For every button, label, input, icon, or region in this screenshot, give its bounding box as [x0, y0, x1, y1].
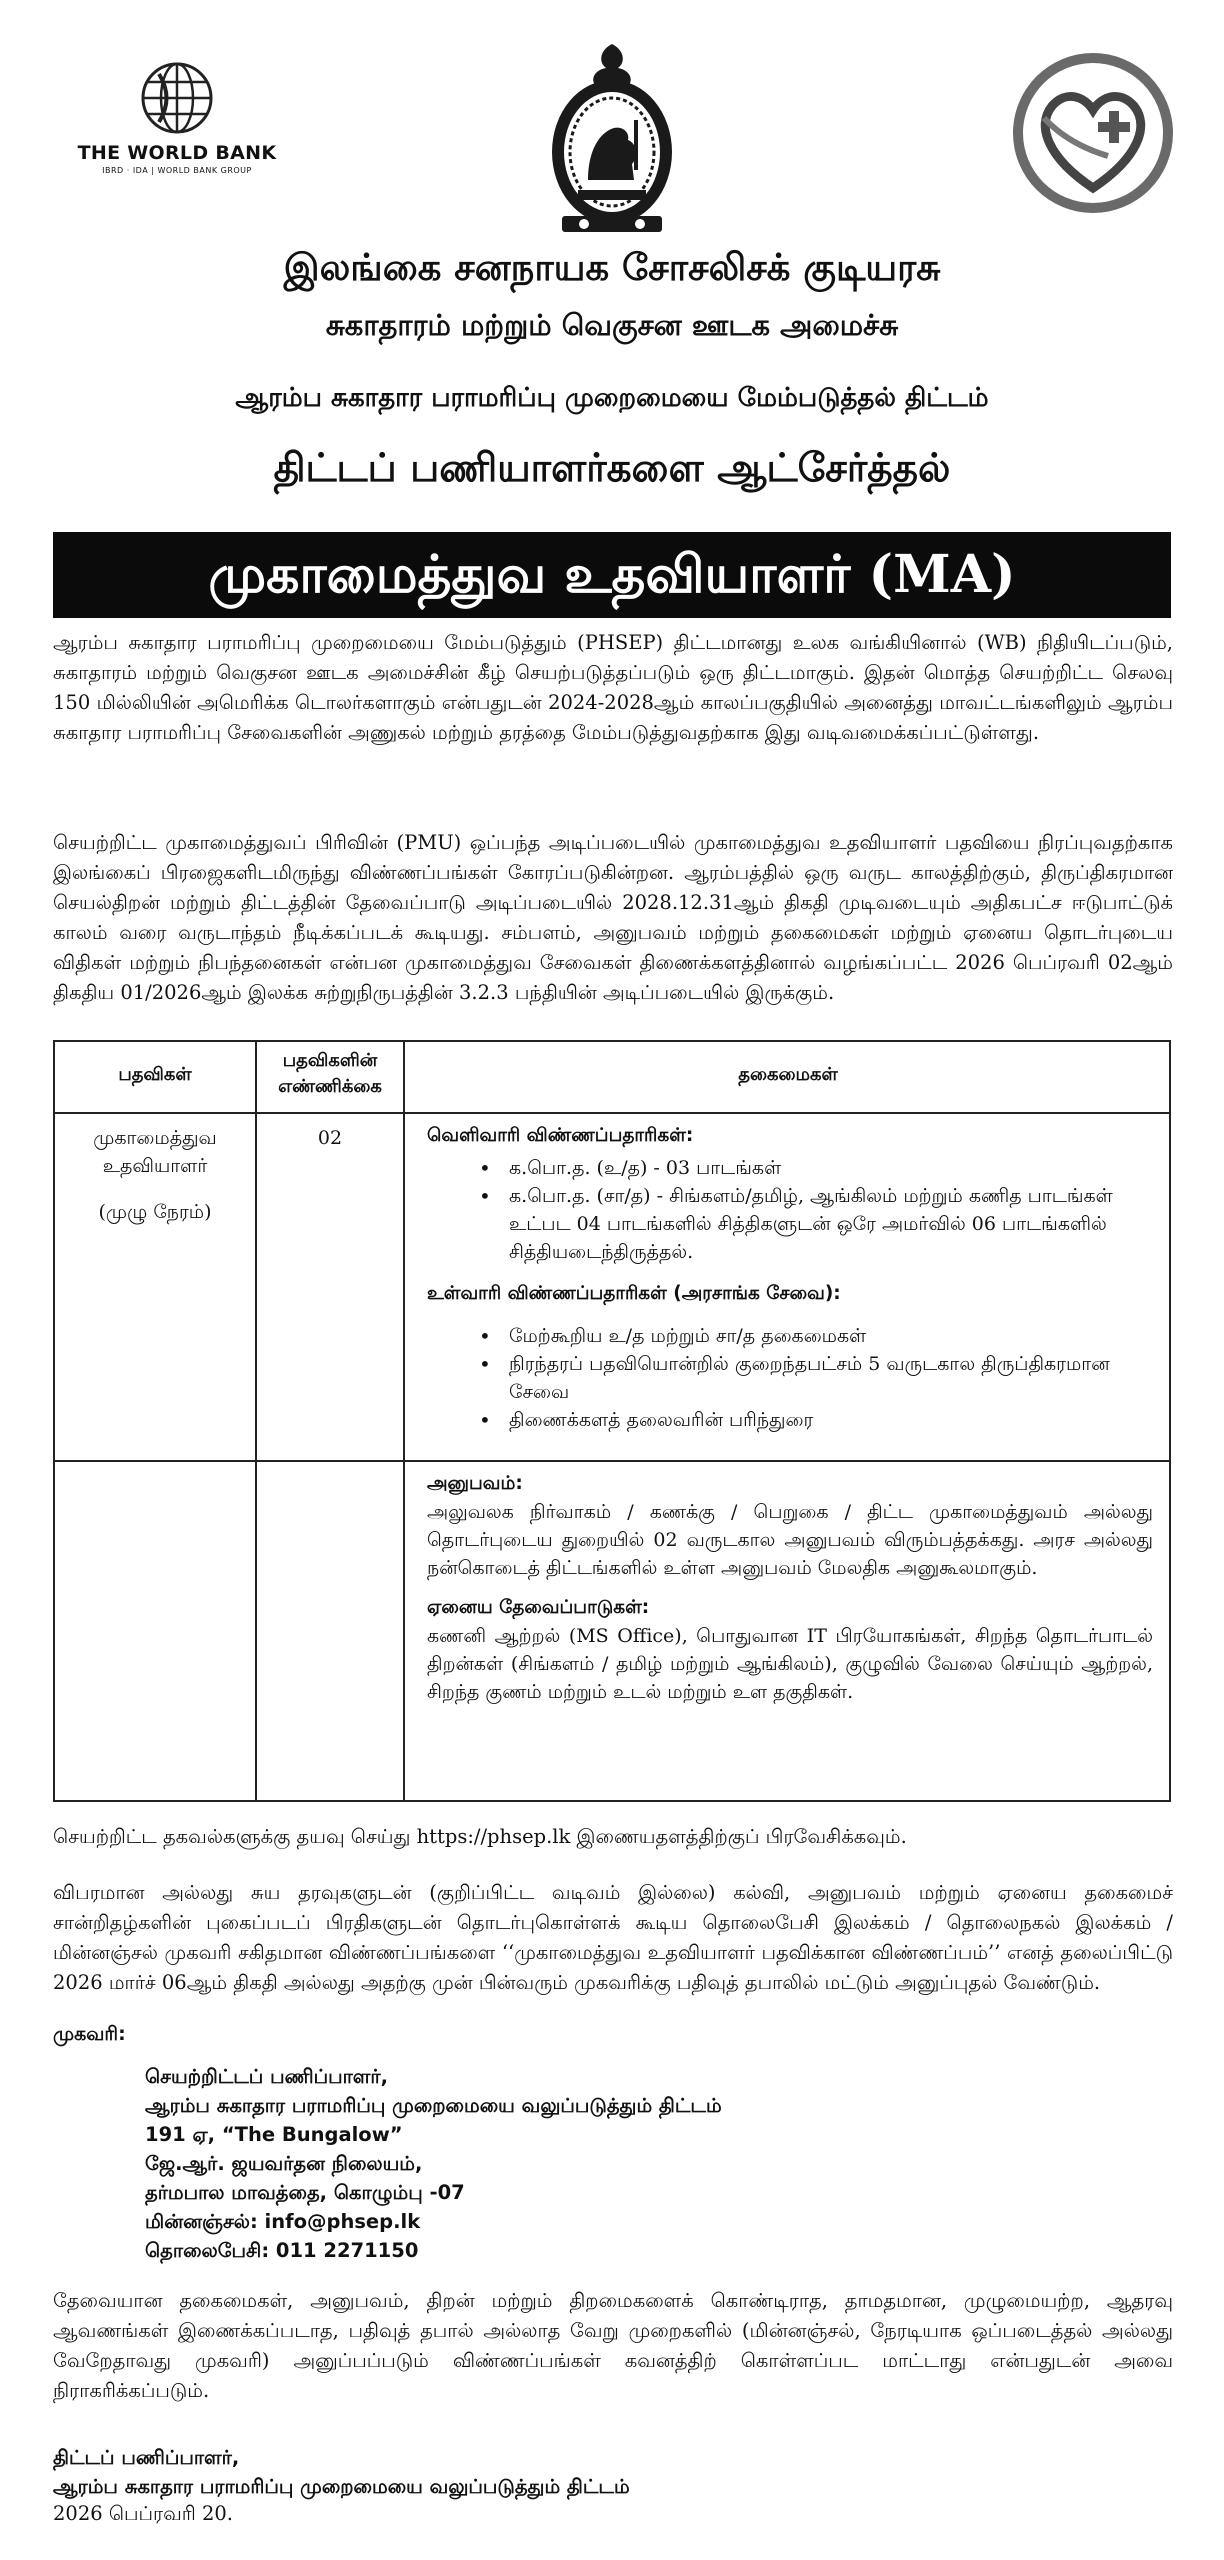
info-line: செயற்றிட்ட தகவல்களுக்கு தயவு செய்து https://phsep.lk இணையதளத்திற்குப் பிரவேசிக்கவும். [53, 1825, 907, 1848]
table-divider [403, 1042, 405, 1800]
external-heading: வெளிவாரி விண்ணப்பதாரிகள்: [427, 1125, 694, 1146]
sri-lanka-emblem-icon [542, 40, 682, 240]
address-line: மின்னஞ்சல்: info@phsep.lk [145, 2210, 421, 2233]
post-name [55, 1124, 255, 1226]
table-divider [55, 1112, 1169, 1114]
post-type: (முழு நேரம்) [98, 1201, 212, 1223]
post-name-line-1: முகாமைத்துவ [93, 1127, 217, 1149]
world-bank-logo [62, 60, 292, 180]
vacancy-table [53, 1040, 1171, 1802]
experience-cell [427, 1470, 1153, 1706]
intro-paragraph-1: ஆரம்ப சுகாதார பராமரிப்பு முறைமையை மேம்படுத்தும் (PHSEP) திட்டமானது உலக வங்கியினால் (WB) நிதியிடப்படும், சுகாதாரம் மற்றும் வெகுசன ஊடக அமைச்சின் கீழ் செயற்படுத்தப்படும் ஒரு திட்டமாகும். இதன் மொத்த செயற்றிட்ட செலவு 150 மில்லியின் அமெரிக்க டொலர்களாகும் என்பதுடன் 2024-2028ஆம் காலப்பகுதியில் அனைத்து மாவட்டங்களிலும் ஆரம்ப சுகாதார பராமரிப்பு சேவைகளின் அணுகல் மற்றும் தரத்தை மேம்படுத்துவதற்காக இது வடிவமைக்கப்பட்டுள்ளது. [53, 631, 1173, 744]
list-item: • மேற்கூறிய உ/த மற்றும் சா/த தகைமைகள் [427, 1322, 1147, 1350]
address-line: தர்மபால மாவத்தை, கொழும்பு -07 [145, 2181, 465, 2204]
rejection-paragraph: தேவையான தகைமைகள், அனுபவம், திறன் மற்றும் திறமைகளைக் கொண்டிராத, தாமதமான, முழுமையற்ற, ஆதரவு ஆவணங்கள் இணைக்கப்படாத, பதிவுத் தபால் அல்லாத வேறு முறைகளில் (மின்னஞ்சல், நேரடியாக ஒப்படைத்தல் அல்லது வேறேதாவது முகவரி) அனுப்பப்படும் விண்ணப்பங்கள் கவனத்திற் கொள்ளப்பட மாட்டாது என்பதுடன் அவை நிராகரிக்கப்படும். [53, 2289, 1173, 2402]
qualifications-cell [427, 1122, 1147, 1440]
address-line: 191 ஏ, “The Bungalow” [145, 2123, 403, 2146]
application-paragraph: விபரமான அல்லது சுய தரவுகளுடன் (குறிப்பிட்ட வடிவம் இல்லை) கல்வி, அனுபவம் மற்றும் ஏனைய தகைமைச் சான்றிதழ்களின் புகைப்படப் பிரதிகளுடன் தொடர்புகொள்ளக் கூடிய தொலைபேசி இலக்கம் / தொலைநகல் இலக்கம் / மின்னஞ்சல் முகவரி சகிதமான விண்ணப்பங்களை ‘‘முகாமைத்துவ உதவியாளர் பதவிக்கான விண்ணப்பம்’’ எனத் தலைப்பிட்டு 2026 மார்ச் 06ஆம் திகதி அல்லது அதற்கு முன் பின்வரும் முகவரிக்கு பதிவுத் தபாலில் மட்டும் அனுப்புதல் வேண்டும். [53, 1881, 1173, 1994]
phsep-logo [1008, 48, 1178, 218]
intro-paragraph-2: செயற்றிட்ட முகாமைத்துவப் பிரிவின் (PMU) ஒப்பந்த அடிப்படையில் முகாமைத்துவ உதவியாளர் பதவியை நிரப்புவதற்காக இலங்கைப் பிரஜைகளிடமிருந்து விண்ணப்பங்கள் கோரப்படுகின்றன. ஆரம்பத்தில் ஒரு வருட காலத்திற்கும், திருப்திகரமான செயல்திறன் மற்றும் திட்டத்தின் தேவைப்பாடு அடிப்படையில் 2028.12.31ஆம் திகதி முடிவடையும் அதிகபட்ச ஈடுபாட்டுக் காலம் வரை வருடாந்தம் நீடிக்கப்படக் கூடியது. சம்பளம், அனுபவம் மற்றும் தகைமைகள் மற்றும் ஏனைய தொடர்புடைய விதிகள் மற்றும் நிபந்தனைகள் என்பன முகாமைத்துவ சேவைகள் திணைக்களத்தினால் வழங்கப்பட்ட 2026 பெப்ரவரி 02ஆம் திகதிய 01/2026ஆம் இலக்க சுற்றுநிருபத்தின் 3.2.3 பந்தியின் அடிப்படையில் இருக்கும். [53, 831, 1173, 1004]
header-post: பதவிகள் [118, 1064, 192, 1085]
table-divider [255, 1042, 257, 1800]
list-item: • க.பொ.த. (சா/த) - சிங்களம்/தமிழ், ஆங்கிலம் மற்றும் கணித பாடங்கள் உட்பட 04 பாடங்களில் சித்திகளுடன் ஒரே அமர்வில் 06 பாடங்களில் சித்தியடைந்திருத்தல். [427, 1182, 1147, 1266]
address-line: செயற்றிட்டப் பணிப்பாளர், [145, 2065, 388, 2088]
header-count: பதவிகளின் எண்ணிக்கை [278, 1050, 382, 1097]
address-block [145, 2062, 722, 2265]
table-divider [55, 1460, 1169, 1462]
globe-icon [139, 60, 215, 136]
experience-text: அலுவலக நிர்வாகம் / கணக்கு / பெறுகை / திட்ட முகாமைத்துவம் அல்லது தொடர்புடைய துறையில் 02 வருடகால அனுபவம் விரும்பத்தக்கது. அரச அல்லது நன்கொடைத் திட்டங்களில் உள்ள அனுபவம் மேலதிக அனுகூலமாகும். [427, 1501, 1153, 1579]
project-title: ஆரம்ப சுகாதார பராமரிப்பு முறைமையை மேம்படுத்தல் திட்டம் [235, 383, 989, 413]
other-text: கணனி ஆற்றல் (MS Office), பொதுவான IT பிரயோகங்கள், சிறந்த தொடர்பாடல் திறன்கள் (சிங்களம் / தமிழ் மற்றும் ஆங்கிலம்), குழுவில் வேலை செய்யும் ஆற்றல், சிறந்த குணம் மற்றும் உடல் மற்றும் உள தகுதிகள். [427, 1625, 1153, 1703]
signature-block [53, 2443, 630, 2501]
world-bank-name: THE WORLD BANK [77, 142, 277, 164]
post-count: 02 [317, 1127, 343, 1149]
experience-heading: அனுபவம்: [427, 1473, 523, 1494]
country-title: இலங்கை சனநாயக சோசலிசக் குடியரசு [283, 245, 941, 289]
signature-title: திட்டப் பணிப்பாளர், [53, 2446, 240, 2469]
list-item: • திணைக்களத் தலைவரின் பரிந்துரை [427, 1406, 1147, 1434]
internal-list [427, 1322, 1147, 1434]
signature-date: 2026 பெப்ரவரி 20. [53, 2502, 234, 2525]
other-heading: ஏனைய தேவைப்பாடுகள்: [427, 1597, 650, 1618]
internal-heading: உள்வாரி விண்ணப்பதாரிகள் (அரசாங்க சேவை): [427, 1283, 841, 1304]
address-line: ஜே.ஆர். ஜயவர்தன நிலையம், [145, 2152, 423, 2175]
external-list [427, 1154, 1147, 1266]
list-item: • நிரந்தரப் பதவியொன்றில் குறைந்தபட்சம் 5 வருடகால திருப்திகரமான சேவை [427, 1350, 1147, 1406]
address-line: தொலைபேசி: 011 2271150 [145, 2239, 419, 2262]
header-qualifications: தகைமைகள் [738, 1064, 838, 1085]
position-banner: முகாமைத்துவ உதவியாளர் (MA) [53, 532, 1171, 618]
address-line: ஆரம்ப சுகாதார பராமரிப்பு முறைமையை வலுப்படுத்தும் திட்டம் [145, 2094, 722, 2117]
address-label: முகவரி: [53, 2023, 126, 2045]
world-bank-subtitle: IBRD · IDA | WORLD BANK GROUP [102, 166, 252, 175]
ministry-title: சுகாதாரம் மற்றும் வெகுசன ஊடக அமைச்சு [325, 308, 899, 342]
signature-org: ஆரம்ப சுகாதார பராமரிப்பு முறைமையை வலுப்படுத்தும் திட்டம் [53, 2475, 630, 2498]
post-name-line-2: உதவியாளர் [102, 1155, 208, 1177]
recruitment-title: திட்டப் பணியாளர்களை ஆட்சேர்த்தல் [273, 445, 951, 491]
list-item: • க.பொ.த. (உ/த) - 03 பாடங்கள் [427, 1154, 1147, 1182]
phsep-logo-text: PHSEP [1066, 72, 1111, 86]
